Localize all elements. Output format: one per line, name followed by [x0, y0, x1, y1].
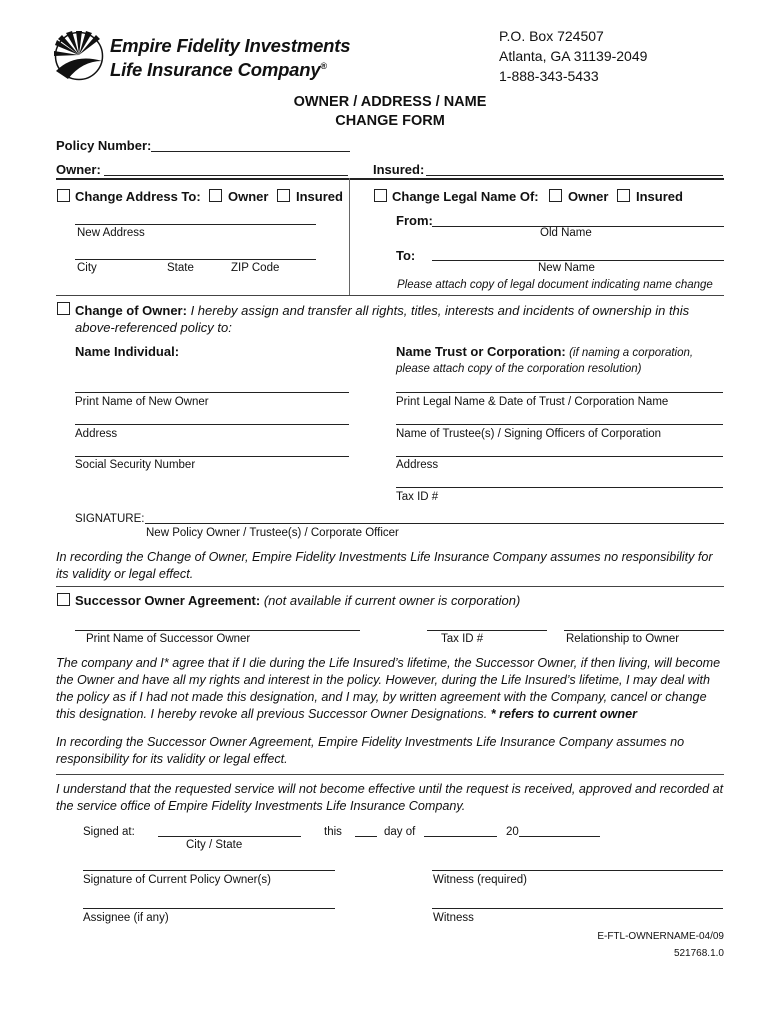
change-owner-text-line1: I hereby assign and transfer all rights, titles, interests and incidents of ownership in this — [190, 303, 690, 318]
change-address-insured-label: Insured — [296, 189, 343, 204]
acknowledgement-line2: the service office of Empire Fidelity Investments Life Insurance Company. — [56, 799, 466, 813]
month-field[interactable] — [424, 836, 497, 837]
ssn-caption: Social Security Number — [75, 459, 196, 471]
day-field[interactable] — [355, 836, 377, 837]
successor-checkbox[interactable] — [57, 593, 70, 606]
successor-disclaimer-line1: In recording the Successor Owner Agreement, Empire Fidelity Investments Life Insurance Company assumes no — [56, 735, 685, 749]
title-line2: CHANGE FORM — [335, 113, 445, 129]
witness-caption: Witness — [433, 912, 474, 924]
trust-note-line2: please attach copy of the corporation resolution) — [396, 363, 642, 375]
assignee-caption: Assignee (if any) — [83, 912, 169, 924]
trust-heading-block — [396, 344, 693, 377]
new-address-caption: New Address — [77, 227, 145, 239]
section-divider — [56, 774, 724, 775]
successor-label: Successor Owner Agreement: — [75, 593, 261, 608]
change-name-owner-label: Owner — [568, 189, 609, 204]
change-address-checkbox[interactable] — [57, 189, 70, 202]
trust-legal-name-caption: Print Legal Name & Date of Trust / Corporation Name — [396, 396, 669, 408]
new-address-field[interactable] — [75, 224, 316, 225]
signature-caption: New Policy Owner / Trustee(s) / Corporate Officer — [146, 527, 399, 539]
city-state-zip-field[interactable] — [75, 259, 316, 260]
change-owner-label: Change of Owner: — [75, 303, 187, 318]
to-label: To: — [396, 248, 416, 263]
change-address-owner-label: Owner — [228, 189, 269, 204]
from-label: From: — [396, 213, 433, 228]
change-owner-disclaimer-line2: its validity or legal effect. — [56, 567, 194, 581]
successor-heading — [75, 593, 520, 608]
insured-label: Insured: — [373, 162, 425, 177]
witness-field[interactable] — [432, 908, 723, 909]
vertical-divider — [349, 178, 350, 295]
new-name-caption: New Name — [538, 262, 595, 274]
owner-label: Owner: — [56, 162, 101, 177]
change-address-owner-checkbox[interactable] — [209, 189, 222, 202]
city-caption: City — [77, 262, 97, 274]
change-name-label: Change Legal Name Of: — [392, 189, 539, 204]
witness-required-field[interactable] — [432, 870, 723, 871]
section-divider — [56, 178, 724, 180]
successor-name-field[interactable] — [75, 630, 360, 631]
new-owner-address-caption: Address — [75, 428, 118, 440]
current-owner-note: * refers to current owner — [490, 707, 637, 721]
signature-field[interactable] — [145, 523, 724, 524]
tax-id-field[interactable] — [396, 487, 723, 488]
old-name-caption: Old Name — [540, 227, 592, 239]
form-title — [0, 93, 770, 131]
change-owner-disclaimer-line1: In recording the Change of Owner, Empire Fidelity Investments Life Insurance Company assumes no responsibility for — [56, 550, 713, 564]
signature-label: SIGNATURE: — [75, 513, 145, 525]
trust-heading: Name Trust or Corporation: — [396, 344, 566, 359]
signed-at-label: Signed at: — [83, 826, 135, 838]
this-label: this — [324, 826, 342, 838]
trust-legal-name-field[interactable] — [396, 392, 723, 393]
successor-para-line3: the policy as if I had not made this designation, and I may, by written agreement with the Company, cancel or change — [56, 690, 707, 704]
individual-heading: Name Individual: — [75, 344, 180, 359]
successor-disclaimer — [56, 734, 756, 768]
change-owner-checkbox[interactable] — [57, 302, 70, 315]
title-line1: OWNER / ADDRESS / NAME — [293, 94, 487, 110]
tax-id-caption: Tax ID # — [396, 491, 439, 503]
change-address-label: Change Address To: — [75, 189, 201, 204]
trust-address-field[interactable] — [396, 456, 723, 457]
change-owner-disclaimer — [56, 549, 746, 583]
successor-para-line2: the Owner and have all my rights and interest in the policy. However, during the Life Insured’s lifetime, I may deal with — [56, 673, 711, 687]
ssn-field[interactable] — [75, 456, 349, 457]
signed-at-field[interactable] — [158, 836, 301, 837]
relationship-caption: Relationship to Owner — [566, 633, 680, 645]
assignee-signature-field[interactable] — [83, 908, 335, 909]
change-name-owner-checkbox[interactable] — [549, 189, 562, 202]
doc-number: 521768.1.0 — [673, 948, 724, 959]
owner-field[interactable] — [104, 175, 348, 176]
policy-number-field[interactable] — [151, 151, 350, 152]
change-name-insured-checkbox[interactable] — [617, 189, 630, 202]
trust-note-line1: (if naming a corporation, — [569, 347, 694, 359]
year-field[interactable] — [519, 836, 600, 837]
address-line1: P.O. Box 724507 — [499, 28, 604, 44]
successor-agreement-text — [56, 655, 756, 723]
owner-signature-caption: Signature of Current Policy Owner(s) — [83, 874, 271, 886]
successor-note: (not available if current owner is corporation) — [263, 593, 521, 608]
acknowledgement-line1: I understand that the requested service will not become effective until the request is received, approved and recorded at — [56, 782, 724, 796]
city-state-caption: City / State — [186, 839, 243, 851]
company-name-line2: Life Insurance Company® — [110, 59, 327, 81]
state-caption: State — [167, 262, 194, 274]
new-owner-address-field[interactable] — [75, 424, 349, 425]
company-name-line1: Empire Fidelity Investments — [110, 35, 351, 56]
new-owner-name-caption: Print Name of New Owner — [75, 396, 209, 408]
form-code: E-FTL-OWNERNAME-04/09 — [597, 931, 724, 942]
owner-signature-field[interactable] — [83, 870, 335, 871]
day-of-label: day of — [384, 826, 416, 838]
address-phone: 1-888-343-5433 — [499, 68, 599, 84]
insured-field[interactable] — [426, 175, 723, 176]
successor-tax-id-caption: Tax ID # — [441, 633, 484, 645]
successor-tax-id-field[interactable] — [427, 630, 547, 631]
successor-disclaimer-line2: responsibility for its validity or legal effect. — [56, 752, 288, 766]
new-name-field[interactable] — [432, 260, 724, 261]
change-owner-text-line2: above-referenced policy to: — [75, 320, 232, 335]
trust-address-caption: Address — [396, 459, 439, 471]
mailing-address — [499, 26, 647, 86]
company-logo-icon — [54, 31, 104, 81]
zip-caption: ZIP Code — [231, 262, 280, 274]
change-address-insured-checkbox[interactable] — [277, 189, 290, 202]
address-line2: Atlanta, GA 31139-2049 — [499, 48, 648, 64]
change-name-insured-label: Insured — [636, 189, 683, 204]
successor-para-line4: this designation. I hereby revoke all previous Successor Owner Designations. — [56, 707, 488, 721]
section-divider — [56, 586, 724, 587]
year-prefix-label: 20 — [506, 826, 519, 838]
successor-para-line1: The company and I* agree that if I die during the Life Insured’s lifetime, the Successor Owner, if then living, will become — [56, 656, 721, 670]
acknowledgement-text — [56, 781, 756, 815]
policy-number-label: Policy Number: — [56, 138, 152, 153]
new-owner-name-field[interactable] — [75, 392, 349, 393]
company-name — [110, 35, 350, 80]
section-divider — [56, 295, 724, 296]
relationship-field[interactable] — [564, 630, 724, 631]
change-owner-text — [75, 302, 725, 336]
form-footer — [597, 928, 724, 962]
successor-name-caption: Print Name of Successor Owner — [86, 633, 251, 645]
registered-mark: ® — [320, 61, 327, 71]
witness-required-caption: Witness (required) — [433, 874, 527, 886]
trustees-field[interactable] — [396, 424, 723, 425]
name-change-note: Please attach copy of legal document indicating name change — [397, 279, 713, 291]
change-name-checkbox[interactable] — [374, 189, 387, 202]
trustees-caption: Name of Trustee(s) / Signing Officers of Corporation — [396, 428, 662, 440]
